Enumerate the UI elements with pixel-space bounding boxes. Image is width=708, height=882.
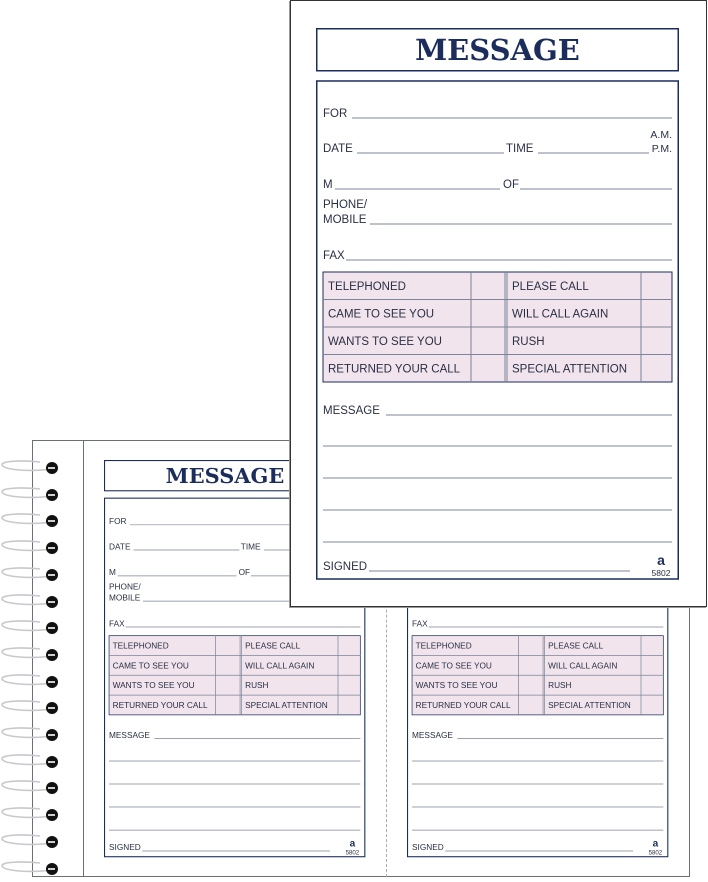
- checkbox: [216, 656, 239, 674]
- checkbox-label: WANTS TO SEE YOU: [328, 336, 442, 348]
- spiral-ring-icon: [0, 834, 62, 850]
- checkbox: [642, 301, 671, 327]
- spiral-ring: [0, 594, 62, 608]
- spiral-ring: [0, 460, 62, 474]
- spiral-ring-icon: [0, 700, 62, 716]
- notebook-spine: [83, 440, 84, 877]
- checkbox: [642, 676, 663, 694]
- spiral-ring-icon: [0, 861, 62, 877]
- form-number: 5802: [648, 849, 663, 857]
- spiral-ring-icon: [0, 727, 62, 743]
- of-label: OF: [503, 179, 519, 191]
- spiral-ring-icon: [0, 513, 62, 529]
- checkbox-label: RETURNED YOUR CALL: [328, 363, 461, 376]
- checkbox-label: WANTS TO SEE YOU: [415, 681, 498, 691]
- checkbox: [642, 356, 671, 382]
- checkbox: [216, 696, 239, 714]
- checkbox-label: WANTS TO SEE YOU: [112, 681, 195, 691]
- for-label: FOR: [109, 517, 127, 527]
- spiral-ring: [0, 754, 62, 768]
- spiral-ring: [0, 540, 62, 554]
- mobile-label: MOBILE: [109, 593, 141, 603]
- checkbox-label: RETURNED YOUR CALL: [415, 701, 511, 711]
- time-label: TIME: [506, 143, 534, 155]
- m-label: M: [109, 568, 116, 578]
- checkbox-label: PLEASE CALL: [548, 641, 604, 651]
- message-label: MESSAGE: [412, 730, 453, 740]
- date-label: DATE: [109, 542, 131, 552]
- checkbox-label: SPECIAL ATTENTION: [245, 701, 328, 711]
- message-label: MESSAGE: [323, 405, 380, 417]
- form-number: 5802: [345, 849, 360, 857]
- checkbox-label: WILL CALL AGAIN: [512, 308, 609, 321]
- checkbox: [642, 328, 671, 354]
- checkbox-label: RUSH: [245, 681, 269, 691]
- spiral-ring-icon: [0, 780, 62, 796]
- checkbox-label: WILL CALL AGAIN: [548, 661, 618, 671]
- am-label: A.M.: [650, 129, 672, 141]
- checkbox-label: TELEPHONED: [415, 641, 472, 651]
- spiral-ring: [0, 780, 62, 794]
- checkbox: [339, 696, 360, 714]
- checkbox-label: PLEASE CALL: [512, 281, 589, 293]
- spiral-ring: [0, 567, 62, 581]
- checkbox-table: [412, 636, 663, 715]
- phone-label: PHONE/: [109, 582, 141, 592]
- spiral-ring-icon: [0, 594, 62, 610]
- spiral-ring: [0, 487, 62, 501]
- checkbox: [472, 301, 504, 327]
- checkbox: [642, 656, 663, 674]
- phone-label: PHONE/: [323, 199, 368, 211]
- spiral-ring: [0, 620, 62, 634]
- checkbox: [642, 636, 663, 654]
- spiral-ring: [0, 674, 62, 688]
- checkbox-label: TELEPHONED: [112, 641, 169, 651]
- checkbox: [519, 656, 542, 674]
- pm-label: P.M.: [651, 143, 672, 155]
- signed-label: SIGNED: [323, 561, 368, 573]
- logo-icon: a: [349, 838, 356, 850]
- spiral-ring: [0, 861, 62, 875]
- spiral-ring-icon: [0, 487, 62, 503]
- checkbox-label: SPECIAL ATTENTION: [548, 701, 631, 711]
- checkbox-label: CAME TO SEE YOU: [112, 661, 189, 671]
- checkbox-label: SPECIAL ATTENTION: [512, 363, 628, 376]
- spiral-ring: [0, 513, 62, 527]
- spiral-ring: [0, 647, 62, 661]
- checkbox-label: RUSH: [512, 336, 545, 348]
- signed-label: SIGNED: [412, 843, 444, 853]
- checkbox-label: CAME TO SEE YOU: [328, 308, 435, 321]
- checkbox: [339, 676, 360, 694]
- checkbox-label: RUSH: [548, 681, 572, 691]
- checkbox: [216, 676, 239, 694]
- checkbox: [472, 328, 504, 354]
- checkbox-label: TELEPHONED: [328, 281, 406, 293]
- spiral-ring-icon: [0, 620, 62, 636]
- checkbox-table: [109, 636, 360, 715]
- time-label: TIME: [240, 542, 261, 552]
- spiral-ring-icon: [0, 754, 62, 770]
- checkbox: [472, 273, 504, 299]
- message-form-top: [316, 28, 679, 580]
- checkbox: [642, 273, 671, 299]
- spiral-ring-icon: [0, 460, 62, 476]
- spiral-ring: [0, 834, 62, 848]
- spiral-ring-icon: [0, 567, 62, 583]
- spiral-ring-icon: [0, 807, 62, 823]
- message-label: MESSAGE: [109, 730, 150, 740]
- date-label: DATE: [323, 143, 353, 155]
- form-title: MESSAGE: [415, 33, 580, 67]
- logo-icon: a: [652, 838, 659, 850]
- spiral-ring: [0, 807, 62, 821]
- spiral-ring-icon: [0, 540, 62, 556]
- checkbox: [339, 656, 360, 674]
- spiral-ring-icon: [0, 647, 62, 663]
- checkbox: [519, 636, 542, 654]
- form-title: MESSAGE: [165, 463, 285, 489]
- form-number: 5802: [651, 568, 671, 578]
- checkbox-label: CAME TO SEE YOU: [415, 661, 492, 671]
- checkbox: [642, 696, 663, 714]
- spiral-ring: [0, 700, 62, 714]
- for-label: FOR: [323, 108, 348, 120]
- fax-label: FAX: [323, 250, 345, 262]
- checkbox: [472, 356, 504, 382]
- signed-label: SIGNED: [109, 843, 141, 853]
- checkbox-table: [323, 272, 672, 382]
- checkbox: [339, 636, 360, 654]
- checkbox: [216, 636, 239, 654]
- of-label: OF: [238, 568, 251, 578]
- mobile-label: MOBILE: [323, 214, 367, 226]
- fax-label: FAX: [412, 619, 428, 629]
- checkbox-label: PLEASE CALL: [245, 641, 301, 651]
- form-graphic: [316, 28, 679, 580]
- checkbox-label: WILL CALL AGAIN: [245, 661, 315, 671]
- fax-label: FAX: [109, 619, 125, 629]
- spiral-ring-icon: [0, 674, 62, 690]
- spiral-ring: [0, 727, 62, 741]
- checkbox: [519, 696, 542, 714]
- checkbox: [519, 676, 542, 694]
- logo-icon: a: [657, 552, 665, 568]
- checkbox-label: RETURNED YOUR CALL: [112, 701, 208, 711]
- m-label: M: [323, 179, 333, 191]
